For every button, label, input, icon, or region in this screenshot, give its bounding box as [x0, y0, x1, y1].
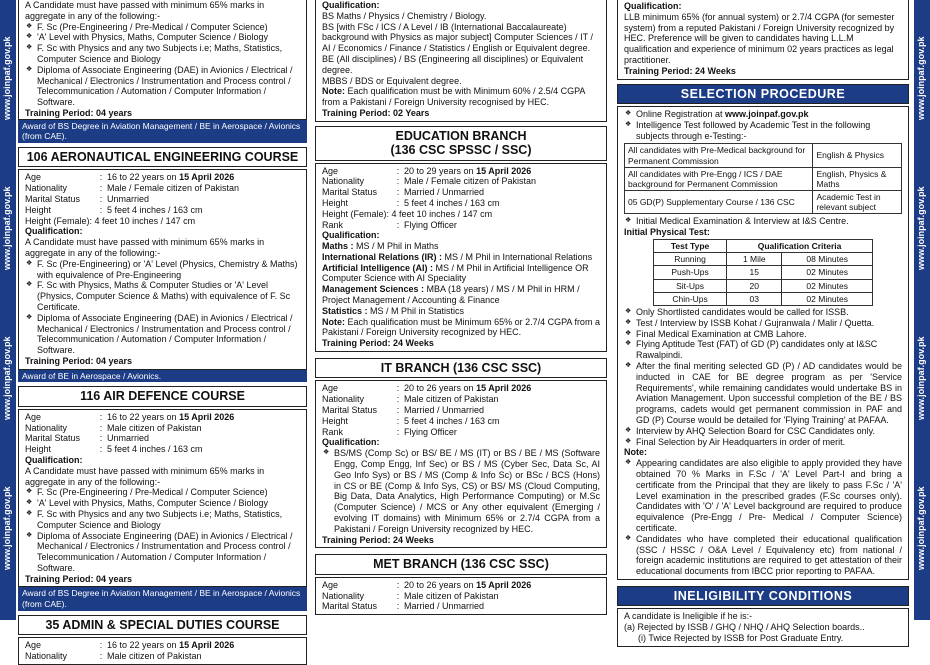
label: Nationality: [322, 176, 365, 187]
qualification-list: [322, 448, 600, 534]
marital-value: Married / Unmarried: [404, 187, 485, 198]
label: Age: [25, 640, 42, 651]
age-date: 15 April 2026: [476, 383, 532, 394]
right-watermark-bar: [914, 0, 930, 620]
subject-label: Artificial Intelligence (AI) :: [322, 262, 434, 273]
section-title-admin: 35 ADMIN & SPECIAL DUTIES COURSE: [18, 615, 307, 635]
watermark-text: www.joinpaf.gov.pk: [916, 186, 926, 270]
table-cell: 02 Minutes: [782, 279, 873, 292]
list-item: ❖ Final Selection by Air Headquarters in order of merit.: [636, 437, 902, 448]
marital-value: Unmarried: [107, 193, 150, 204]
academic-test-table: [624, 143, 902, 214]
note-label: Note:: [322, 86, 345, 97]
ineligibility-intro: A candidate is Ineligible if he is:-: [624, 611, 753, 622]
table-row: [625, 167, 902, 190]
subject-label: International Relations (IR) :: [322, 251, 443, 262]
selection-list: [624, 216, 902, 227]
watermark-text: www.joinpaf.gov.pk: [2, 336, 12, 420]
rank-value: Flying Officer: [404, 219, 457, 230]
section-title-aeronautical: 106 AERONAUTICAL ENGINEERING COURSE: [18, 147, 307, 167]
label: Nationality: [322, 394, 365, 405]
admin-section: Age : 16 to 22 years on 15 April 2026 Nationality : Male citizen of Pakistan: [18, 637, 307, 665]
label: Height (Female):: [25, 215, 93, 226]
list-item: ❖ F. Sc with Physics, Maths & Computer Studies or 'A' Level (Physics, Computer Science & Maths) with equivalence of F. Sc Certificate.: [37, 280, 300, 312]
qualification-line: [322, 306, 600, 317]
label: Height: [25, 444, 52, 455]
table-cell: Sit-Ups: [654, 279, 727, 292]
selection-steps-list: [624, 307, 902, 447]
section-title-ineligibility: INELIGIBILITY CONDITIONS: [617, 586, 909, 606]
table-cell: Running: [654, 253, 727, 266]
training-period: Training Period: 24 Weeks: [322, 534, 434, 545]
height-value: 5 feet 4 inches / 163 cm: [107, 204, 203, 215]
nationality-value: Male / Female citizen of Pakistan: [404, 176, 537, 187]
table-cell: 02 Minutes: [782, 266, 873, 279]
note-heading: Note:: [624, 447, 647, 458]
registration-link[interactable]: www.joinpaf.gov.pk: [725, 108, 809, 119]
table-cell: 03: [727, 292, 782, 305]
ineligibility-item: (a) Rejected by ISSB / GHQ / NHQ / AHQ Selection boards..: [624, 622, 865, 633]
age-value: 20 to 26 years on: [404, 383, 477, 394]
age-date: 15 April 2026: [476, 165, 532, 176]
training-period: Training Period: 04 years: [25, 107, 133, 118]
qualification-list: [25, 259, 300, 356]
section-title-air-defence: 116 AIR DEFENCE COURSE: [18, 386, 307, 406]
column-middle: [315, 0, 607, 620]
qualification-line: [322, 241, 600, 252]
qualification-text: LLB minimum 65% (for annual system) or 2.7/4 CGPA (for semester system) from a reputed Pakistani / Foreign University recognized by HEC. Preference will be given to candidates having L.L.M qualification and experience of minimum 02 years practices as legal practitioner.: [624, 11, 895, 65]
list-item: ❖ BS/MS (Comp Sc) or BS/ BE / MS (IT) or BS / BE / MS (Software Engg, Comp Engg, Inf Sec) or BS / MS (Cyber Sec, Data Sc, AI Geo Info Sys) or BS / MS (Comp & Info Sc) or BSc / BCS (Hons) in CS or BE (Comp & Info Sys, CS) or BS/ MS (Cloud Computing, Big Data, Data Analytics, High Performance Computing) or M.Sc (Computer Science) / MCS or Any other equivalent (Emerging / evolving IT domains) with Minimum 65% or 2.7/4 CGPA from a Pakistani / Foreign University recognized by HEC.: [334, 448, 600, 534]
qualification-intro: A Candidate must have passed with minimum 65% marks in aggregate in any of the following:-: [25, 465, 265, 487]
table-cell: 1 Mile: [727, 253, 782, 266]
selection-list: [624, 109, 902, 141]
label: Age: [322, 165, 339, 176]
list-item: ❖ Test / Interview by ISSB Kohat / Gujranwala / Malir / Quetta.: [636, 318, 902, 329]
qualification-heading: Qualification:: [624, 1, 682, 11]
watermark-text: www.joinpaf.gov.pk: [916, 486, 926, 570]
column-header: Test Type: [654, 240, 727, 253]
table-row: [654, 292, 873, 305]
note-text: Each qualification must be Minimum 65% or 2.7/4 CGPA from a Pakistani / Foreign University recognized by HEC.: [322, 316, 600, 338]
qualification-line: [322, 284, 600, 306]
list-item: [636, 109, 902, 120]
air-defence-section: Age : 16 to 22 years on 15 April 2026 Nationality : Male citizen of Pakistan Marital Status : Unmarried Height : 5 feet 4 inches / 163 cm Qualification: A Candidate must have passed with minimum 65% marks in aggregate in any of the following:- ❖ F. Sc (Pre-Engineering / Pre-Medical / Computer Science) ❖ 'A' Level with Physics, Maths, Computer Science / Biology ❖ F. Sc with Physics and any two Subjects i.e; Maths, Statistics, Computer Science and Biology ❖ Diploma of Associate Engineering (DAE) in Avionics / Electrical / Mechanical / Electronics / Instrumentation and Process control / Telecommunication / Automation / Computer Information / Software. Training Period: 04 years: [18, 409, 307, 588]
age-value: 16 to 22 years on: [107, 411, 180, 422]
list-item: ❖ After the final meriting selected GD (P) / AD candidates would be inducted in CAE for BE degree program as per 'Service Requirements', while remaining candidates would undertake BS in Aviation Management. Upon successful completion of the BE / BS programs, cadets would get permanent commission in PAF and GD (P) Course would be detailed for 'Flying Training' at PAFAA.: [636, 361, 902, 426]
label: Height: [322, 415, 349, 426]
label: Age: [322, 383, 339, 394]
list-item: ❖ F. Sc (Pre-Engineering / Pre-Medical / Computer Science): [37, 22, 300, 33]
height-value: 5 feet 4 inches / 163 cm: [107, 444, 203, 455]
list-item: ❖ F. Sc (Pre-Engineering) or 'A' Level (Physics, Chemistry & Maths) with equivalence of Pre-Engineering: [37, 259, 300, 281]
label: Height: [322, 197, 349, 208]
training-period: Training Period: 04 years: [25, 573, 133, 584]
qualification-heading: Qualification:: [25, 454, 83, 465]
table-row: [625, 144, 902, 167]
label: Age: [322, 579, 339, 590]
watermark-text: www.joinpaf.gov.pk: [2, 186, 12, 270]
training-period: Training Period: 04 years: [25, 355, 133, 366]
ineligibility-subitem: (i) Twice Rejected by ISSB for Post Graduate Entry.: [638, 632, 844, 643]
nationality-value: Male / Female citizen of Pakistan: [107, 183, 240, 194]
age-date: 15 April 2026: [179, 411, 235, 422]
branch-continued-section: [315, 0, 607, 122]
title-line: (136 CSC SPSSC / SSC): [390, 143, 532, 158]
list-item: ❖ F. Sc with Physics and any two Subjects i.e; Maths, Statistics, Computer Science and Biology: [37, 43, 300, 65]
subject-text: MS / M Phil in Statistics: [367, 305, 465, 316]
section-title-it: IT BRANCH (136 CSC SSC): [315, 358, 607, 378]
course-continued-section: [18, 0, 307, 120]
section-title-met: MET BRANCH (136 CSC SSC): [315, 554, 607, 574]
list-item: ❖ Only Shortlisted candidates would be called for ISSB.: [636, 307, 902, 318]
table-cell: All candidates with Pre-Engg / ICS / DAE background for Permanent Commission: [625, 167, 813, 190]
list-item: ❖ Diploma of Associate Engineering (DAE) in Avionics / Electrical / Mechanical / Electronics / Instrumentation and Process control / Telecommunication / Automation / Computer Information / Software.: [37, 65, 300, 108]
it-section: Age : 20 to 26 years on 15 April 2026 Nationality : Male citizen of Pakistan Marital Status : Married / Unmarried Height : 5 feet 4 inches / 163 cm Rank : Flying Officer Qualification: ❖ BS/MS (Comp Sc) or BS/ BE / MS (IT) or BS / BE / MS (Software Engg, Comp Engg, Inf Sec) or BS / MS (Cyber Sec, Data Sc, AI Geo Info Sys) or BS / MS (Comp & Info Sc) or BSc / BCS (Hons) in CS or BE (Comp & Info Sys, CS) or BS/ MS (Cloud Computing, Big Data, Data Analytics, High Performance Computing) or M.Sc (Computer Science) / MCS or Any other equivalent (Emerging / evolving IT domains) with Minimum 65% or 2.7/4 CGPA from a Pakistani / Foreign University recognized by HEC. Training Period: 24 Weeks: [315, 380, 607, 548]
note: [322, 317, 600, 339]
award-bar: Award of BE in Aerospace / Avionics.: [18, 370, 307, 383]
list-item: ❖ Diploma of Associate Engineering (DAE) in Avionics / Electrical / Mechanical / Electronics / Instrumentation and Process control / Telecommunication / Automation / Computer Information / Software.: [37, 313, 300, 356]
label: Age: [25, 172, 42, 183]
qualification-heading: Qualification:: [25, 226, 83, 237]
selection-procedure-section: [617, 106, 909, 580]
physical-test-table: [653, 239, 873, 306]
label: Marital Status: [322, 405, 378, 416]
label: Nationality: [25, 650, 68, 661]
nationality-value: Male citizen of Pakistan: [107, 422, 202, 433]
marital-value: Married / Unmarried: [404, 405, 485, 416]
qualification-heading: Qualification:: [322, 437, 380, 448]
training-period: Training Period: 24 Weeks: [624, 65, 736, 76]
age-date: 15 April 2026: [179, 172, 235, 183]
training-period: Training Period: 02 Years: [322, 107, 430, 118]
age-value: 16 to 22 years on: [107, 640, 180, 651]
rank-value: Flying Officer: [404, 426, 457, 437]
height-value: 5 feet 4 inches / 163 cm: [404, 197, 500, 208]
table-header-row: [654, 240, 873, 253]
label: Height: [25, 204, 52, 215]
list-item: ❖ Appearing candidates are also eligible to apply provided they have obtained 70 % Marks in F.Sc / 'A' Level Part-I and bring a certificate from the Principal that they are likely to pass F.Sc / 'A' Level examination in the prescribed grades (F.Sc courses only). Candidates with 'O' / 'A' Level background are required to produce equivalence (Pre-Engg / Pre- Medical / Computer Science) certificate.: [636, 458, 902, 534]
list-item: ❖ Candidates who have completed their educational qualification (SSC / HSSC / O&A Level / Equivalency etc) from national / foreign academic institutions are required to get attestation of their educational documents from IBCC prior reporting to PAFAA.: [636, 534, 902, 577]
table-cell: Academic Test in relevant subject: [813, 191, 902, 214]
list-item: ❖ 'A' Level with Physics, Maths, Computer Science / Biology: [37, 32, 300, 43]
online-text: Online Registration at: [636, 108, 726, 119]
label: Marital Status: [322, 601, 378, 612]
award-bar: Award of BS Degree in Aviation Management / BE in Aerospace / Avionics (from CAE).: [18, 120, 307, 143]
height-value: 5 feet 4 inches / 163 cm: [404, 415, 500, 426]
section-title-selection: SELECTION PROCEDURE: [617, 84, 909, 104]
nationality-value: Male citizen of Pakistan: [404, 590, 499, 601]
age-date: 15 April 2026: [476, 579, 532, 590]
subject-label: Maths :: [322, 241, 354, 252]
table-cell: English, Physics & Maths: [813, 167, 902, 190]
education-section: Age : 20 to 29 years on 15 April 2026 Nationality : Male / Female citizen of Pakistan Marital Status : Married / Unmarried Height : 5 feet 4 inches / 163 cm Height (Female): 4 feet 10 inches / 147 cm Rank : Flying Officer Qualification: Maths : MS / M Phil in Maths International Relations (IR) : MS / M Phil in International Relations Artificial Intelligence (AI) : MS / M Phil in Artificial Intelligence OR Computer Science with AI Speciality Management Sciences : MBA (18 years) / MS / M Phil in HRM / Project Management / Accounting & Finance Statistics : MS / M Phil in Statistics Note: Each qualification must be Minimum 65% or 2.7/4 CGPA from a Pakistani / Foreign University recognized by HEC. Training Period: 24 Weeks: [315, 163, 607, 353]
ineligibility-section: [617, 608, 909, 646]
award-bar: Award of BS Degree in Aviation Management / BE in Aerospace / Avionics (from CAE).: [18, 587, 307, 610]
qualification-line: BS [with FSc / ICS / A Level / IB (International Baccalaureate) background with Physics as major subject] Computer Sciences / IT / AI / Economics / Finance / Statistics / English or Equivalent degree.: [322, 21, 593, 54]
column-header: Qualification Criteria: [727, 240, 873, 253]
table-cell: 02 Minutes: [782, 292, 873, 305]
label: Marital Status: [25, 193, 81, 204]
note: [322, 86, 600, 108]
list-item: ❖ F. Sc with Physics and any two Subjects i.e; Maths, Statistics, Computer Science and Biology: [37, 509, 300, 531]
physical-test-heading: Initial Physical Test:: [624, 227, 710, 238]
watermark-text: www.joinpaf.gov.pk: [916, 336, 926, 420]
list-item: ❖ Intelligence Test followed by Academic Test in the following subjects through e-Testing:-: [636, 120, 902, 142]
list-item: ❖ 'A' Level with Physics, Maths, Computer Science / Biology: [37, 498, 300, 509]
qualification-heading: Qualification:: [322, 0, 380, 10]
watermark-text: www.joinpaf.gov.pk: [916, 36, 926, 120]
label: Nationality: [25, 183, 68, 194]
label: Marital Status: [322, 187, 378, 198]
age-value: 20 to 26 years on: [404, 579, 477, 590]
left-watermark-bar: [0, 0, 16, 620]
qualification-line: MBBS / BDS or Equivalent degree.: [322, 75, 462, 86]
list-item: ❖ Final Medical Examination at CMB Lahore.: [636, 329, 902, 340]
list-item: ❖ Flying Aptitude Test (FAT) of GD (P) candidates only at I&SC Rawalpindi.: [636, 339, 902, 361]
label: Marital Status: [25, 433, 81, 444]
subject-label: Statistics :: [322, 305, 368, 316]
table-cell: English & Physics: [813, 144, 902, 167]
qualification-intro: A Candidate must have passed with minimum 65% marks in aggregate in any of the following:-: [25, 237, 265, 258]
qualification-heading: Qualification:: [322, 230, 380, 241]
subject-text: MBA (18 years) / MS / M Phil in HRM / Project Management / Accounting & Finance: [322, 284, 580, 306]
legal-branch-continued-section: [617, 0, 909, 80]
qualification-intro: A Candidate must have passed with minimum 65% marks in aggregate in any of the following:-: [25, 0, 265, 21]
watermark-text: www.joinpaf.gov.pk: [2, 486, 12, 570]
list-item: ❖ Interview by AHQ Selection Board for CSC Candidates only.: [636, 426, 902, 437]
label: Age: [25, 411, 42, 422]
table-cell: Push-Ups: [654, 266, 727, 279]
label: Nationality: [322, 590, 365, 601]
note-text: Each qualification must be with Minimum 60% / 2.5/4 CGPA from a Pakistani / Foreign University recognised by HEC.: [322, 86, 585, 108]
training-period: Training Period: 24 Weeks: [322, 338, 434, 349]
subject-text: MS / M Phil in Maths: [353, 241, 439, 252]
qualification-line: [322, 252, 600, 263]
table-cell: All candidates with Pre-Medical background for Permanent Commission: [625, 144, 813, 167]
height-female-value: 4 feet 10 inches / 147 cm: [94, 215, 196, 226]
column-right: [617, 0, 909, 643]
label: Height (Female):: [322, 208, 390, 219]
label: Nationality: [25, 422, 68, 433]
subject-text: MS / M Phil in Artificial Intelligence OR Computer Science with AI Speciality: [322, 262, 589, 284]
section-title-education: [315, 126, 607, 161]
aeronautical-section: Age : 16 to 22 years on 15 April 2026 Nationality : Male / Female citizen of Pakistan Marital Status : Unmarried Height : 5 feet 4 inches / 163 cm Height (Female): 4 feet 10 inches / 147 cm Qualification: A Candidate must have passed with minimum 65% marks in aggregate in any of the following:- ❖ F. Sc (Pre-Engineering) or 'A' Level (Physics, Chemistry & Maths) with equivalence of Pre-Engineering ❖ F. Sc with Physics, Maths & Computer Studies or 'A' Level (Physics, Computer Science & Maths) with equivalence of F. Sc Certificate. ❖ Diploma of Associate Engineering (DAE) in Avionics / Electrical / Mechanical / Electronics / Instrumentation and Process control / Telecommunication / Automation / Computer Information / Software. Training Period: 04 years: [18, 169, 307, 369]
notes-list: [624, 458, 902, 577]
nationality-value: Male citizen of Pakistan: [404, 394, 499, 405]
list-item: ❖ Initial Medical Examination & Interview at I&S Centre.: [636, 216, 902, 227]
age-date: 15 April 2026: [179, 640, 235, 651]
table-cell: 20: [727, 279, 782, 292]
table-row: [654, 266, 873, 279]
height-female-value: 4 feet 10 inches / 147 cm: [391, 208, 493, 219]
marital-value: Unmarried: [107, 433, 150, 444]
qualification-list: [25, 487, 300, 573]
label: Rank: [322, 219, 344, 230]
age-value: 20 to 29 years on: [404, 165, 477, 176]
table-row: [625, 191, 902, 214]
qualification-list: [25, 22, 300, 108]
age-value: 16 to 22 years on: [107, 172, 180, 183]
subject-text: MS / M Phil in International Relations: [442, 251, 593, 262]
table-cell: Chin-Ups: [654, 292, 727, 305]
table-cell: 08 Minutes: [782, 253, 873, 266]
qualification-line: [322, 263, 600, 285]
qualification-line: BS Maths / Physics / Chemistry / Biology.: [322, 10, 487, 21]
table-row: [654, 253, 873, 266]
list-item: ❖ Diploma of Associate Engineering (DAE) in Avionics / Electrical / Mechanical / Electronics / Instrumentation and Process control / Telecommunication / Automation / Computer Information / Software.: [37, 531, 300, 574]
table-row: [654, 279, 873, 292]
watermark-text: www.joinpaf.gov.pk: [2, 36, 12, 120]
qualification-line: BE (All disciplines) / BS (Engineering all disciplines) or Equivalent degree.: [322, 53, 584, 75]
list-item: ❖ F. Sc (Pre-Engineering / Pre-Medical / Computer Science): [37, 487, 300, 498]
table-cell: 15: [727, 266, 782, 279]
marital-value: Married / Unmarried: [404, 601, 485, 612]
column-left: [18, 0, 307, 661]
nationality-value: Male citizen of Pakistan: [107, 650, 202, 661]
title-line: EDUCATION BRANCH: [395, 128, 527, 143]
table-cell: 05 GD(P) Supplementary Course / 136 CSC: [625, 191, 813, 214]
note-label: Note:: [322, 316, 345, 327]
label: Rank: [322, 426, 344, 437]
met-section: Age : 20 to 26 years on 15 April 2026 Nationality : Male citizen of Pakistan Marital Status : Married / Unmarried: [315, 577, 607, 615]
subject-label: Management Sciences :: [322, 284, 425, 295]
